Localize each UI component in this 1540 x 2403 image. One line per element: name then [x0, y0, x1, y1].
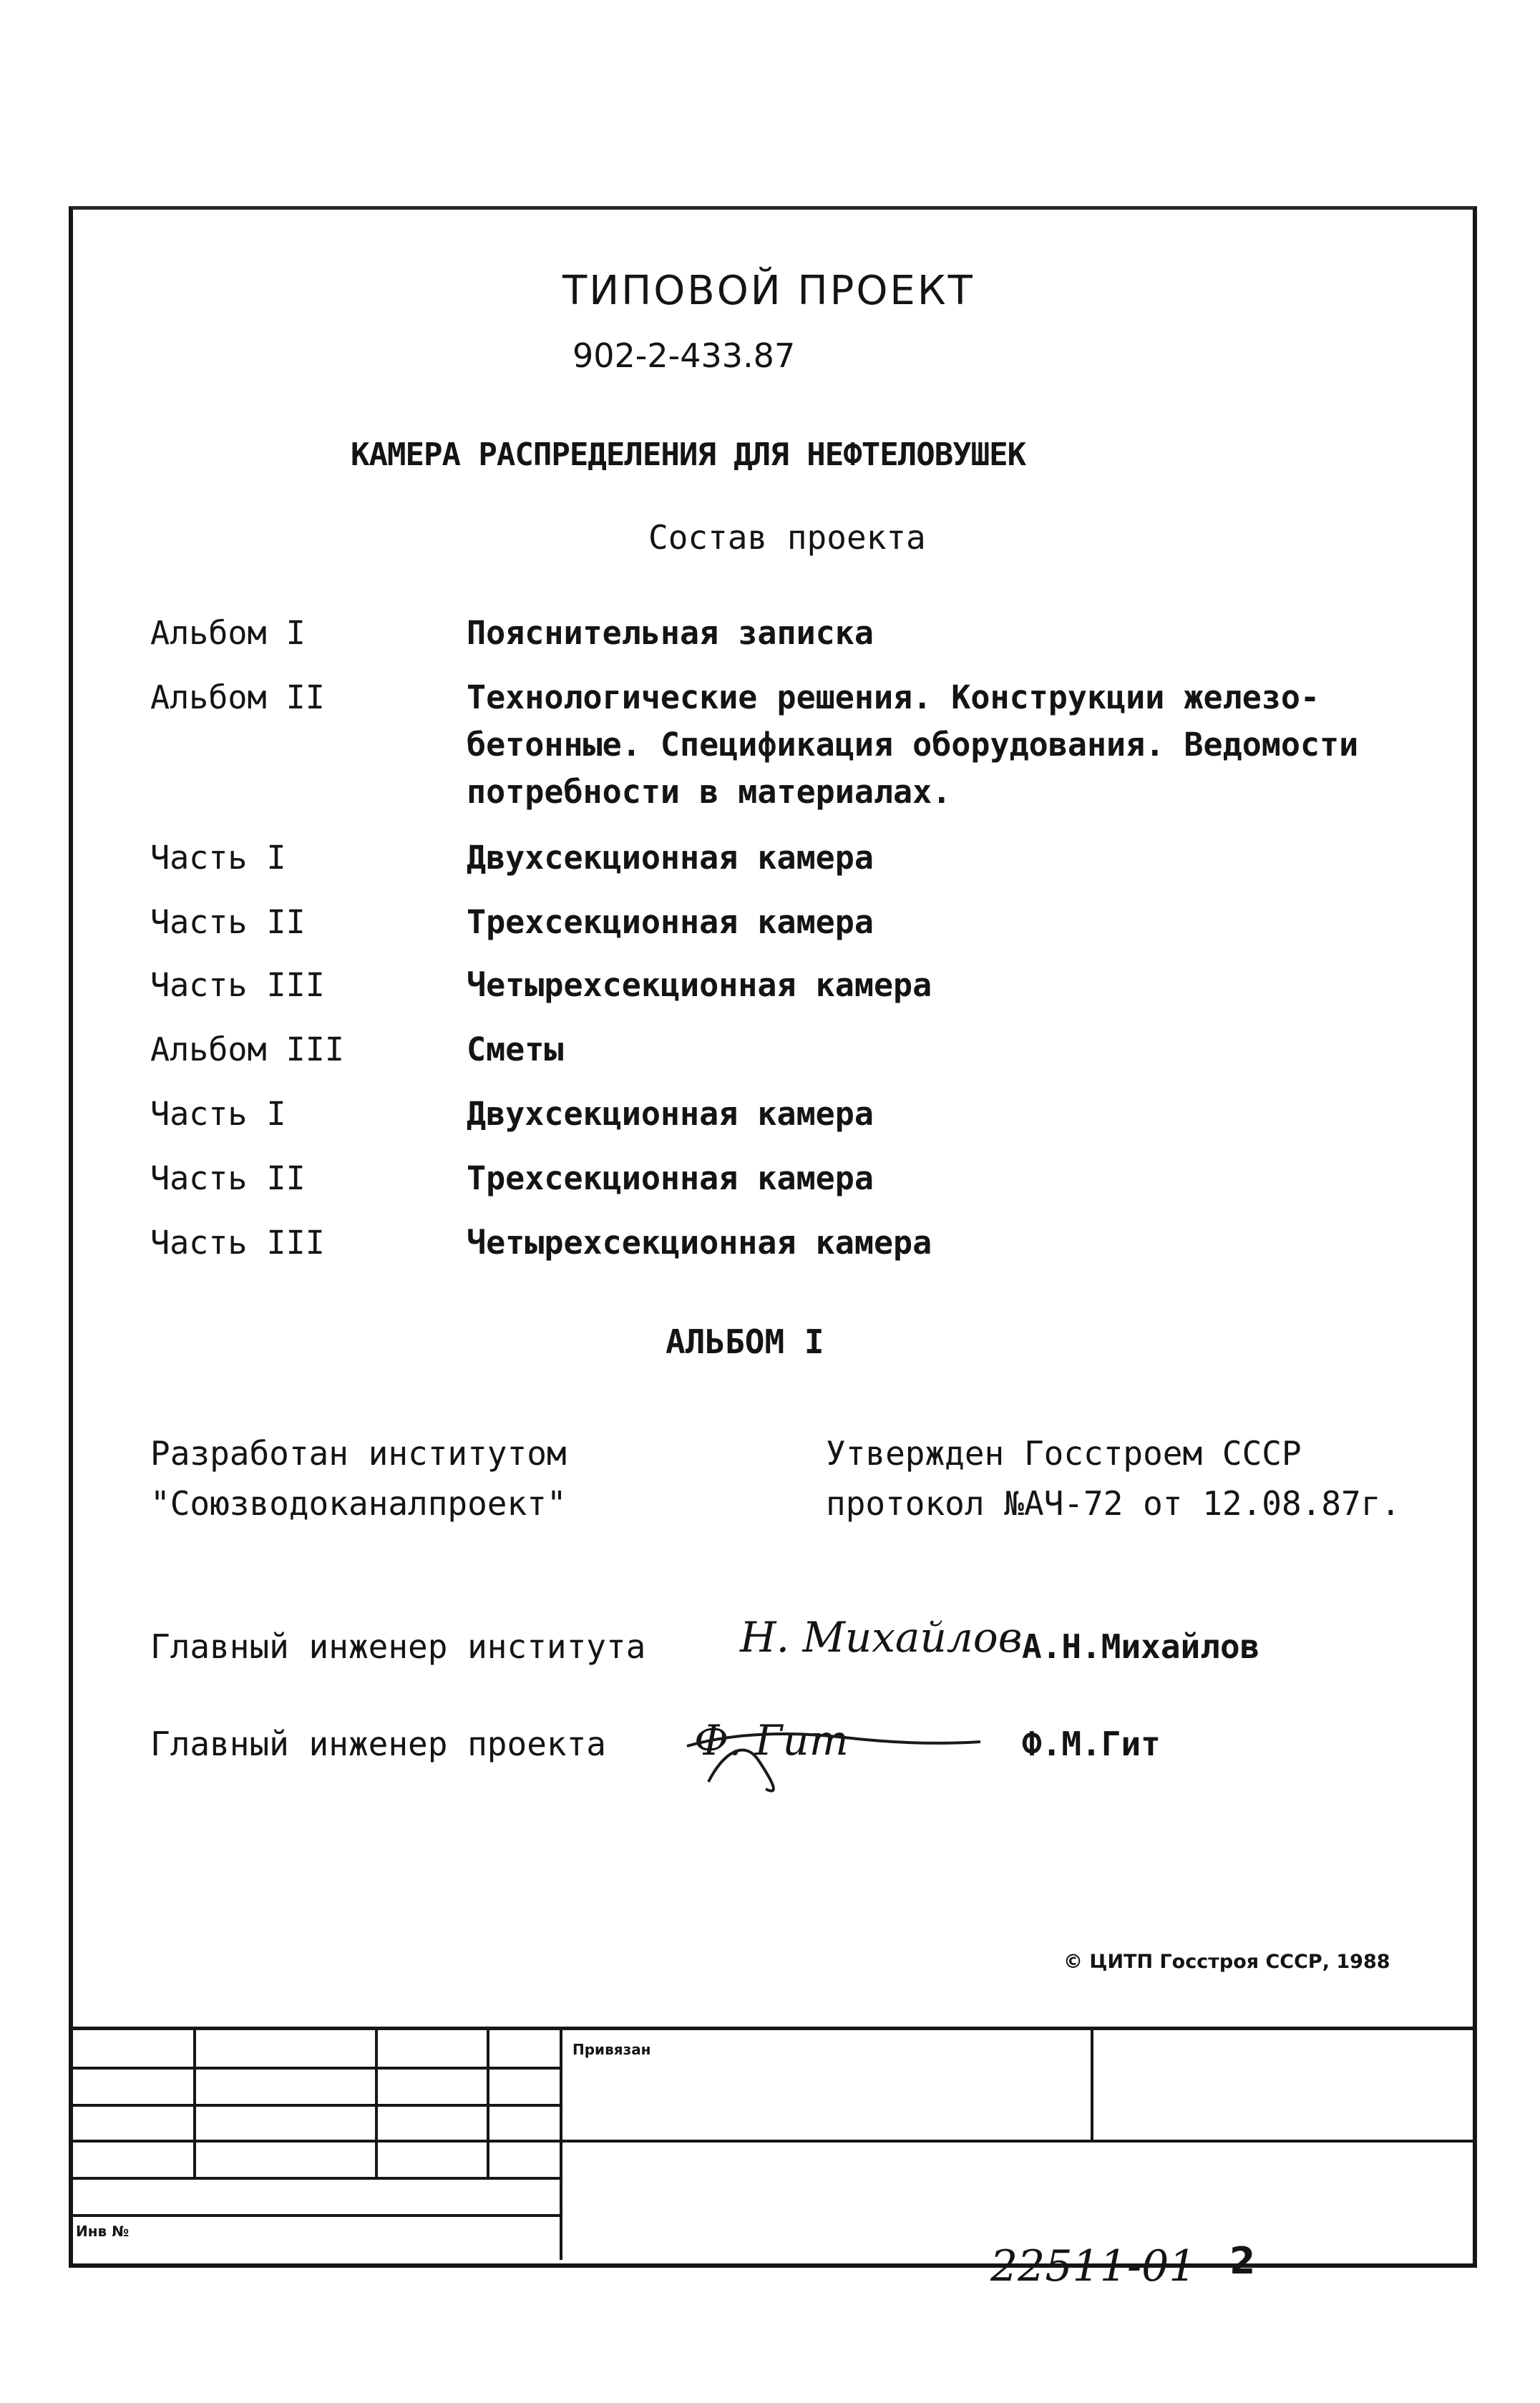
contents-desc: Двухсекционная камера [467, 1095, 874, 1133]
contents-desc: Трехсекционная камера [467, 903, 874, 941]
page-number: 2 [1229, 2240, 1256, 2283]
handwritten-signature: Н. Михайлов [740, 1613, 1023, 1662]
contents-desc: Сметы [467, 1030, 564, 1068]
contents-desc: Пояснительная записка [467, 614, 874, 652]
contents-desc: Четырехсекционная камера [467, 966, 932, 1004]
project-subject: КАМЕРА РАСПРЕДЕЛЕНИЯ ДЛЯ НЕФТЕЛОВУШЕК [351, 437, 1026, 473]
contents-desc: Четырехсекционная камера [467, 1224, 932, 1262]
contents-label: Часть III [150, 1224, 325, 1262]
signature-flourish [680, 1703, 988, 1803]
project-code: 902-2-433.87 [572, 336, 796, 375]
inventory-label: Инв № [76, 2223, 130, 2240]
signatory-name: Ф.М.Гит [1022, 1725, 1161, 1763]
approval-line2: протокол №АЧ-72 от 12.08.87г. [826, 1484, 1401, 1523]
contents-label: Альбом III [150, 1030, 344, 1068]
contents-desc: Трехсекционная камера [467, 1159, 874, 1197]
title-block-label: Привязан [572, 2041, 651, 2058]
contents-desc: потребности в материалах. [467, 773, 952, 811]
approval-line1: Утвержден Госстроем СССР [826, 1434, 1302, 1473]
signatory-name: А.Н.Михайлов [1022, 1627, 1260, 1666]
contents-desc: бетонные. Спецификация оборудования. Ведомости [467, 726, 1359, 764]
album-heading: АЛЬБОМ I [666, 1322, 824, 1361]
developer-line1: Разработан институтом [150, 1434, 567, 1473]
handwritten-signature: Ф. Гит [694, 1716, 849, 1765]
contents-label: Альбом I [150, 614, 306, 652]
signature-role: Главный инженер проекта [150, 1725, 606, 1763]
composition-heading: Состав проекта [648, 518, 926, 557]
sheet-code: 22511-01 [990, 2241, 1197, 2291]
signature-role: Главный инженер института [150, 1627, 646, 1666]
contents-label: Часть III [150, 966, 325, 1004]
contents-label: Часть II [150, 1159, 306, 1197]
contents-desc: Технологические решения. Конструкции железо- [467, 678, 1320, 716]
contents-label: Часть I [150, 1095, 286, 1133]
document-title: ТИПОВОЙ ПРОЕКТ [562, 268, 975, 314]
contents-label: Часть I [150, 839, 286, 877]
contents-desc: Двухсекционная камера [467, 839, 874, 877]
copyright-notice: © ЦИТП Госстроя СССР, 1988 [1063, 1951, 1390, 1973]
contents-label: Альбом II [150, 678, 325, 716]
contents-label: Часть II [150, 903, 306, 941]
developer-line2: "Союзводоканалпроект" [150, 1484, 567, 1523]
